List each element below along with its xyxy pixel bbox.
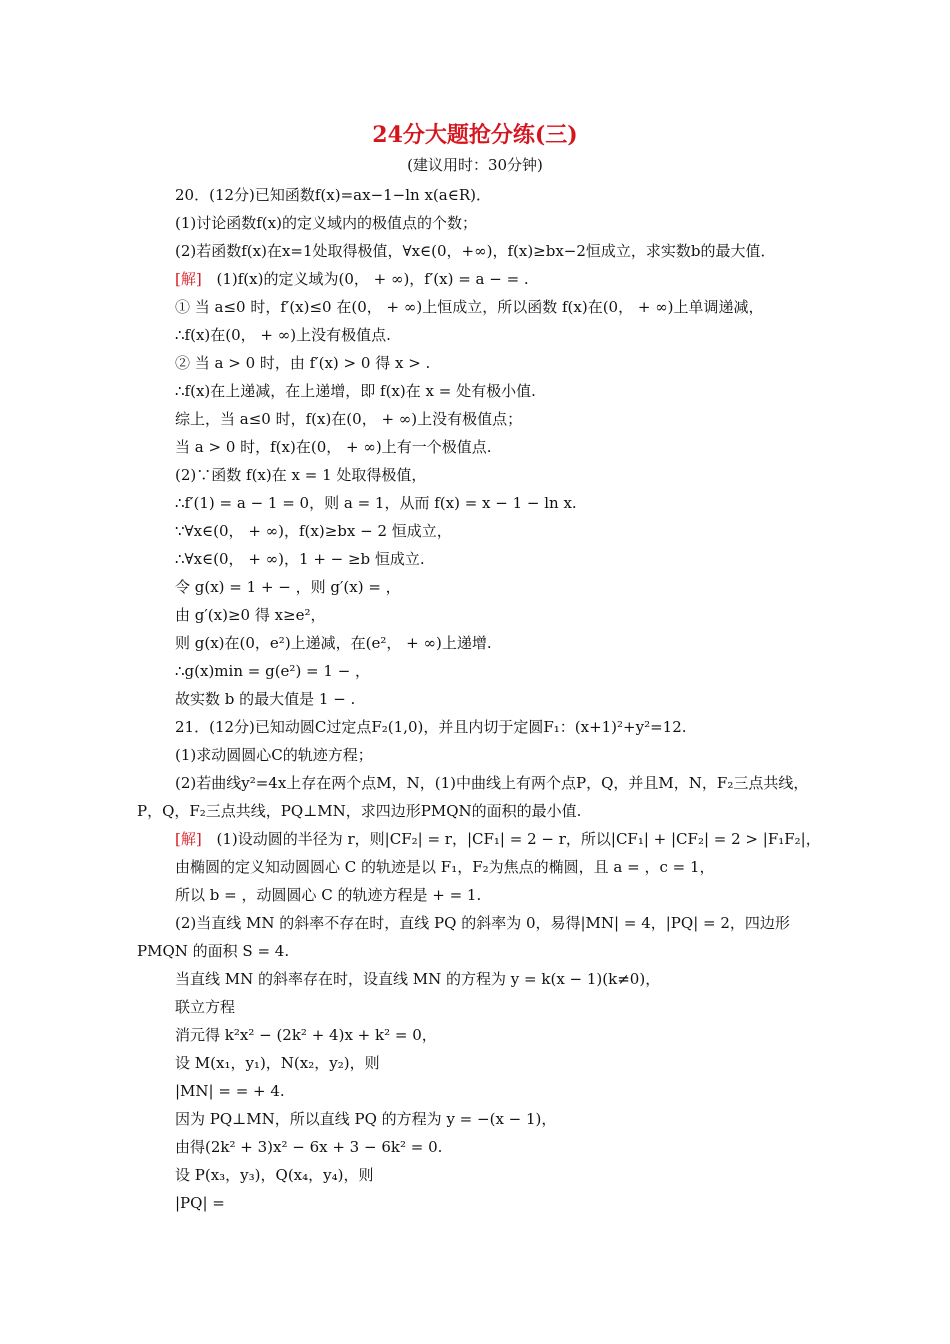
- solution-20-line-8: (2)∵函数 f(x)在 x = 1 处取得极值，: [175, 466, 427, 484]
- page-title: 24分大题抢分练(三): [372, 122, 578, 148]
- problem-20-statement: 20．(12分)已知函数f(x)=ax−1−ln x(a∈R)．: [175, 186, 491, 204]
- solution-21-line-13: 设 P(x₃，y₃)，Q(x₄，y₄)，则: [175, 1166, 374, 1184]
- solution-20-line-10: ∵∀x∈(0， + ∞)，f(x)≥bx − 2 恒成立，: [175, 522, 452, 540]
- solution-20-line-4: ② 当 a > 0 时，由 f′(x) > 0 得 x > .: [175, 354, 431, 372]
- solution-21-line-10: |MN| = = + 4.: [175, 1082, 285, 1100]
- solution-21-line-1: [175, 829, 821, 849]
- solution-21-line-14: |PQ| =: [175, 1194, 225, 1212]
- solution-21-line-4: (2)当直线 MN 的斜率不存在时，直线 PQ 的斜率为 0，易得|MN| = 4，|PQ| = 2，四边形: [175, 914, 790, 932]
- problem-21-part1: (1)求动圆圆心C的轨迹方程；: [175, 746, 373, 764]
- solution-20-line-9: ∴f′(1) = a − 1 = 0，则 a = 1，从而 f(x) = x − 1 − ln x.: [175, 494, 577, 512]
- solution-20-line-5: ∴f(x)在上递减，在上递增，即 f(x)在 x = 处有极小值.: [175, 382, 536, 400]
- solution-21-line-11: 因为 PQ⊥MN，所以直线 PQ 的方程为 y = −(x − 1)，: [175, 1110, 557, 1128]
- solution-20-line-6: 综上，当 a≤0 时，f(x)在(0， + ∞)上没有极值点；: [175, 410, 523, 428]
- solution-21-line-3: 所以 b = ，动圆圆心 C 的轨迹方程是 + = 1.: [175, 886, 482, 904]
- solution-20-line-12: 令 g(x) = 1 + − ，则 g′(x) = ，: [175, 578, 401, 596]
- solution-text: (1)f(x)的定义域为(0， + ∞)，f′(x) = a − = .: [216, 270, 529, 288]
- problem-20-part2: (2)若函数f(x)在x=1处取得极值，∀x∈(0，+∞)，f(x)≥bx−2恒成立，求实数b的最大值．: [175, 242, 776, 260]
- problem-20-part1: (1)讨论函数f(x)的定义域内的极值点的个数；: [175, 214, 477, 232]
- solution-20-line-13: 由 g′(x)≥0 得 x≥e²，: [175, 606, 326, 624]
- solution-21-line-2: 由椭圆的定义知动圆圆心 C 的轨迹是以 F₁，F₂为焦点的椭圆，且 a = ，c = 1，: [175, 858, 715, 876]
- solution-text: (1)设动圆的半径为 r，则|CF₂| = r，|CF₁| = 2 − r，所以|CF₁| + |CF₂| = 2 > |F₁F₂|，: [216, 830, 821, 848]
- solution-21-line-5: PMQN 的面积 S = 4.: [137, 942, 290, 960]
- solution-20-line-2: ① 当 a≤0 时，f′(x)≤0 在(0， + ∞)上恒成立，所以函数 f(x)在(0， + ∞)上单调递减，: [175, 298, 764, 316]
- solution-20-line-16: 故实数 b 的最大值是 1 − .: [175, 690, 356, 708]
- solution-21-line-8: 消元得 k²x² − (2k² + 4)x + k² = 0，: [175, 1026, 437, 1044]
- problem-21-part2-cont: P，Q，F₂三点共线，PQ⊥MN，求四边形PMQN的面积的最小值.: [137, 802, 582, 820]
- solution-20-line-11: ∴∀x∈(0， + ∞)，1 + − ≥b 恒成立.: [175, 550, 425, 568]
- solution-21-line-12: 由得(2k² + 3)x² − 6x + 3 − 6k² = 0.: [175, 1138, 443, 1156]
- solution-21-line-7: 联立方程: [175, 998, 236, 1016]
- solution-21-line-9: 设 M(x₁，y₁)，N(x₂，y₂)，则: [175, 1054, 380, 1072]
- problem-21-part2: (2)若曲线y²=4x上存在两个点M，N，(1)中曲线上有两个点P，Q，并且M，N，F₂三点共线，: [175, 774, 809, 792]
- solution-21-line-6: 当直线 MN 的斜率存在时，设直线 MN 的方程为 y = k(x − 1)(k≠0)，: [175, 970, 661, 988]
- solution-tag: [解]: [175, 830, 202, 848]
- solution-20-line-14: 则 g(x)在(0，e²)上递减，在(e²， + ∞)上递增.: [175, 634, 492, 652]
- solution-20-line-7: 当 a > 0 时，f(x)在(0， + ∞)上有一个极值点.: [175, 438, 492, 456]
- problem-21-statement: 21．(12分)已知动圆C过定点F₂(1,0)，并且内切于定圆F₁：(x+1)²+y²=12.: [175, 718, 687, 736]
- page-subtitle: (建议用时：30分钟): [407, 156, 543, 174]
- solution-20-line-1: [175, 269, 529, 289]
- solution-20-line-15: ∴g(x)min = g(e²) = 1 − ，: [175, 662, 371, 680]
- solution-tag: [解]: [175, 270, 202, 288]
- solution-20-line-3: ∴f(x)在(0， + ∞)上没有极值点.: [175, 326, 391, 344]
